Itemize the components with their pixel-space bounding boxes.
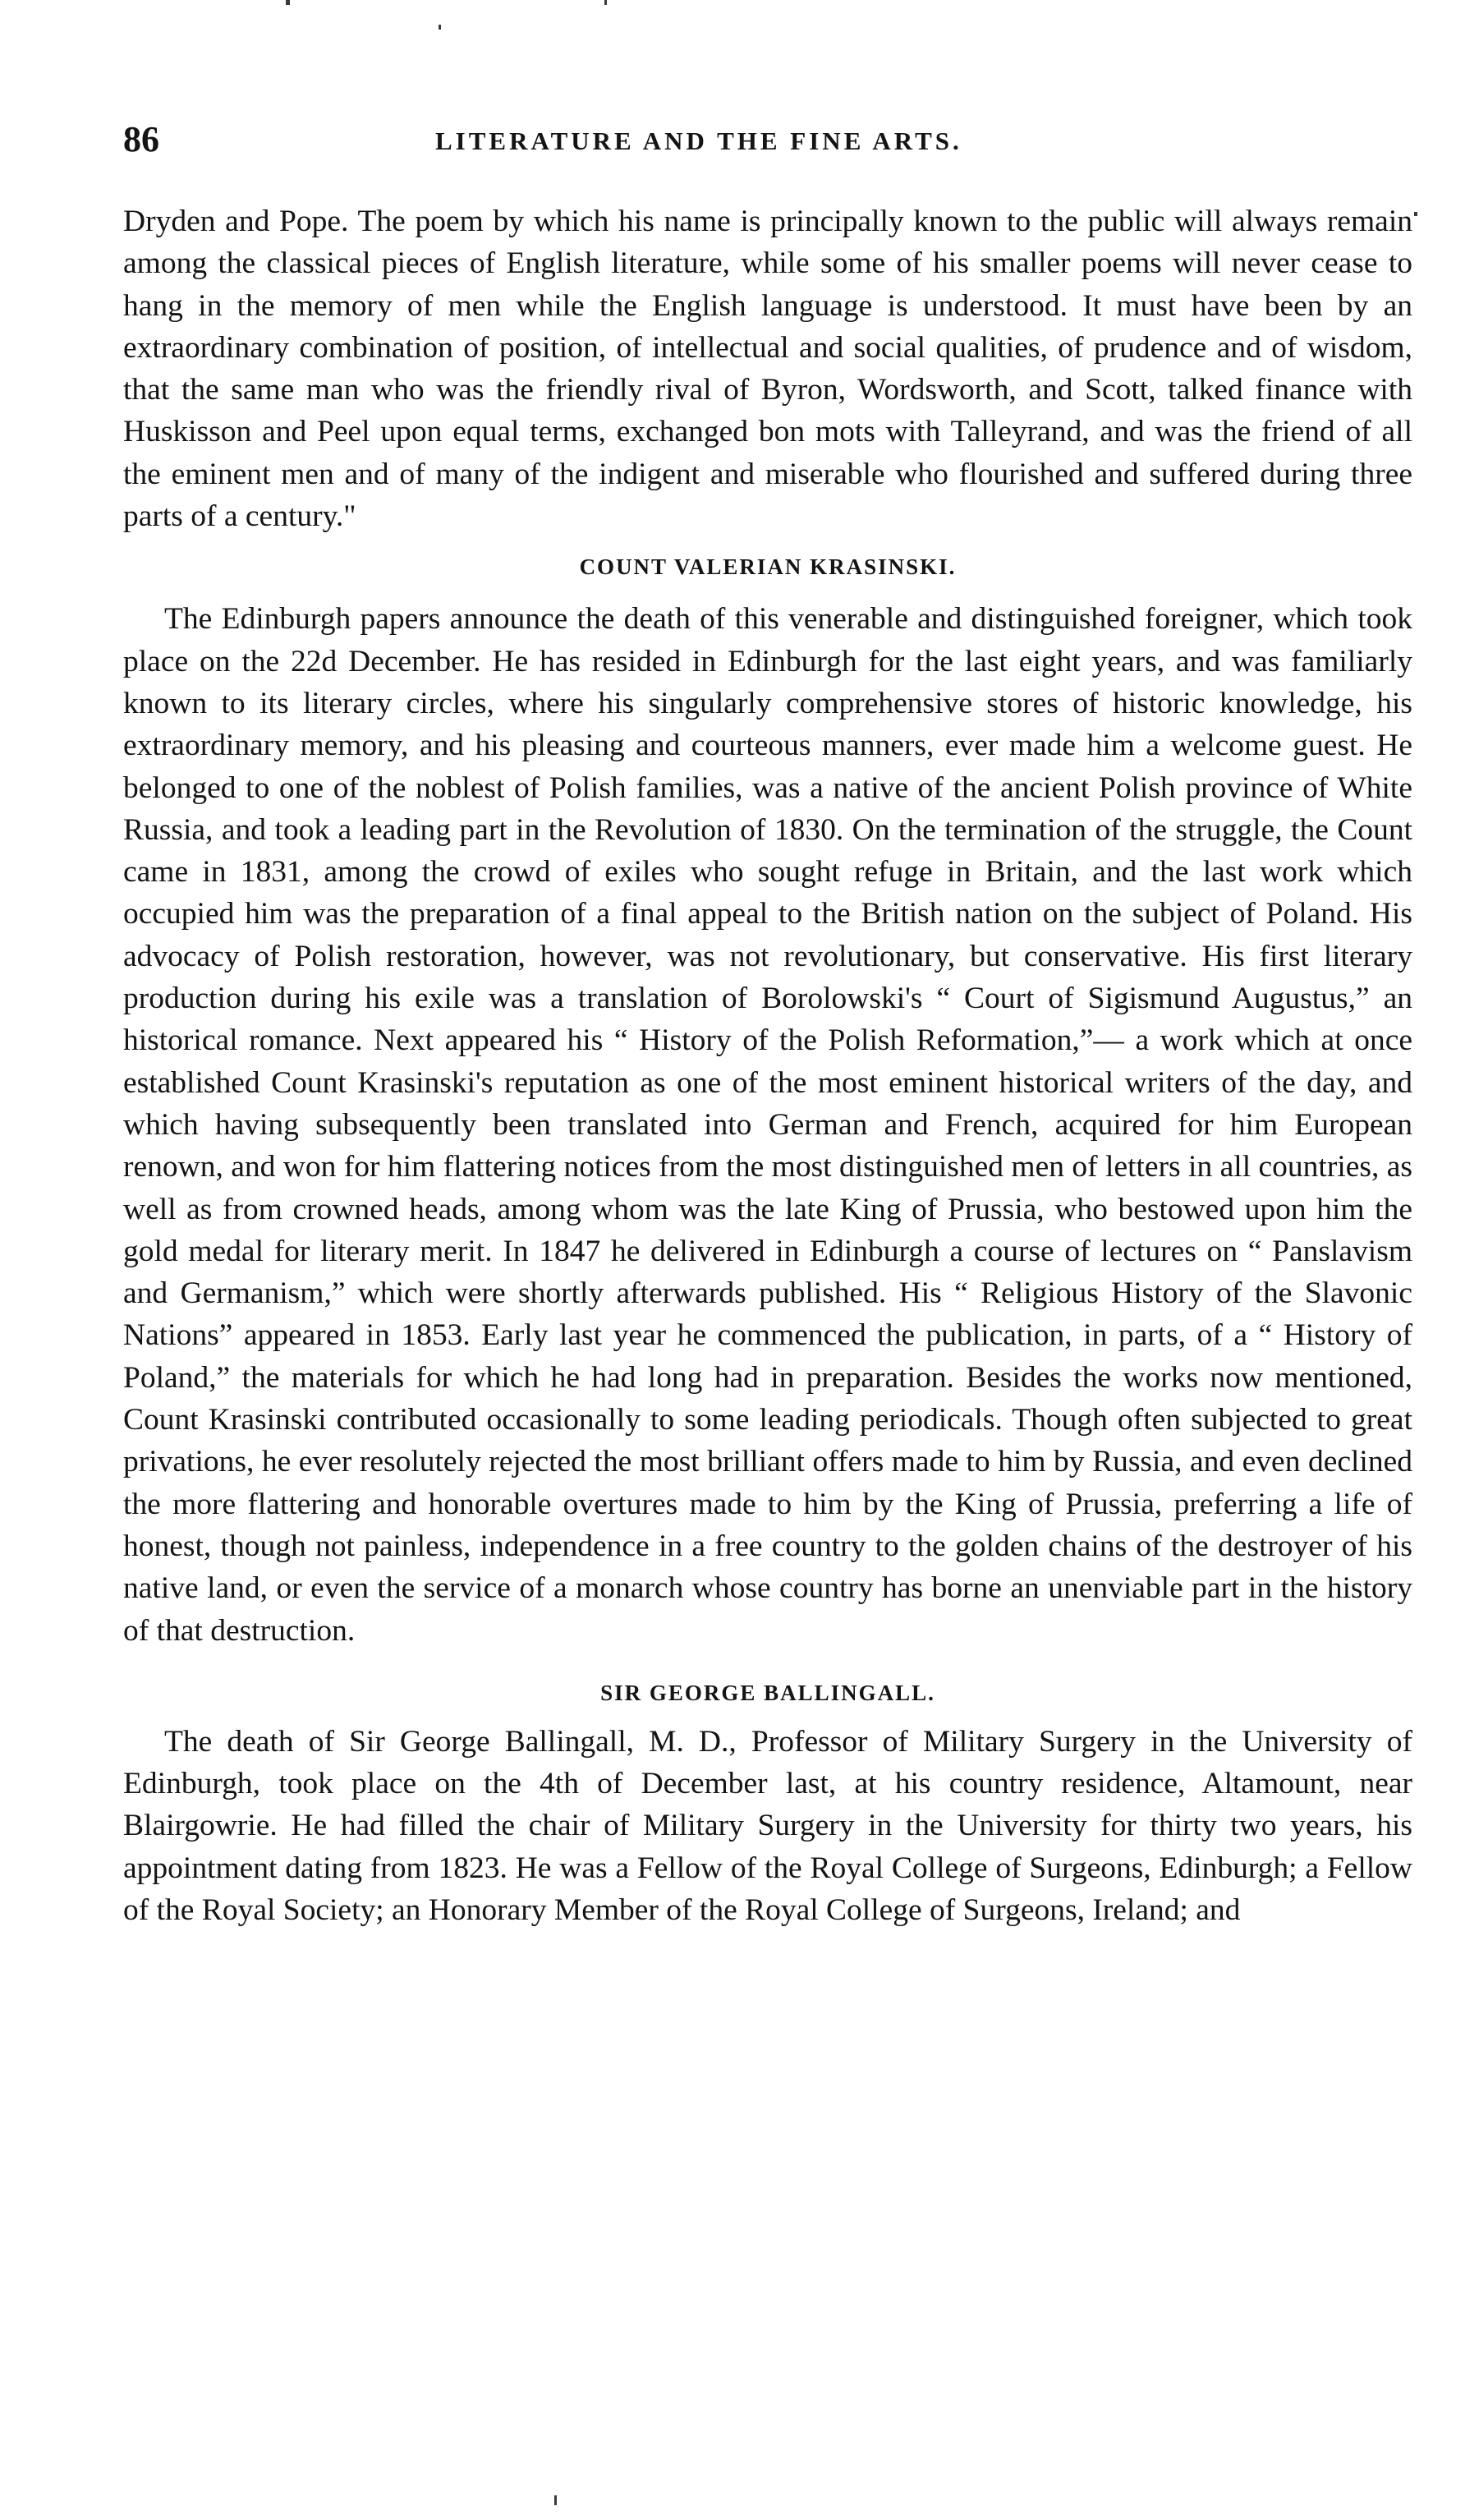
running-head xyxy=(123,115,1412,164)
book-page xyxy=(123,115,1412,1931)
paragraph-dryden-pope: Dryden and Pope. The poem by which his name is principally known to the public will always remain among the classical pieces of English literature, while some of his smaller poems will never cease to hang in the memory of men while the English language is understood. It must have been by an extraordinary combination of position, of intellectual and social qualities, of prudence and of wisdom, that the same man who was the friendly rival of Byron, Wordsworth, and Scott, talked finance with Huskisson and Peel upon equal terms, exchanged bon mots with Talleyrand, and was the friend of all the eminent men and of many of the indigent and miserable who flourished and suffered during three parts of a century." xyxy=(123,205,1412,534)
running-head-title: LITERATURE AND THE FINE ARTS. xyxy=(435,126,962,155)
bottom-edge-mark xyxy=(554,2495,557,2505)
margin-mark xyxy=(1414,212,1417,216)
top-edge-mark xyxy=(604,0,607,5)
top-edge-mark xyxy=(286,0,290,5)
section-heading-krasinski: COUNT VALERIAN KRASINSKI. xyxy=(579,554,957,580)
top-edge-mark xyxy=(439,25,441,30)
section-heading-ballingall: SIR GEORGE BALLINGALL. xyxy=(600,1680,935,1705)
paragraph-ballingall: The death of Sir George Ballingall, M. D., Professor of Military Surgery in the University of Edinburgh, took place on the 4th of December last, at his country residence, Altamount, near Blairgowrie. He had filled the chair of Military Surgery in the University for thirty two years, his appointment dating from 1823. He was a Fellow of the Royal College of Surgeons, Edinburgh; a Fellow of the Royal Society; an Honorary Member of the Royal College of Surgeons, Ireland; and xyxy=(123,1724,1412,1927)
paragraph-krasinski: The Edinburgh papers announce the death of this venerable and distinguished foreigner, which took place on the 22d December. He has resided in Edinburgh for the last eight years, and was familiarly known to its literary circles, where his singularly comprehensive stores of historic knowledge, his extraordinary memory, and his pleasing and courteous manners, ever made him a welcome guest. He belonged to one of the noblest of Polish families, was a native of the ancient Polish province of White Russia, and took a leading part in the Revolution of 1830. On the termination of the struggle, the Count came in 1831, among the crowd of exiles who sought refuge in Britain, and the last work which occupied him was the preparation of a final appeal to the British nation on the subject of Poland. His advocacy of Polish restoration, however, was not revolutionary, but conservative. His first literary production during his exile was a translation of Borolowski's “ Court of Sigismund Augustus,” an historical romance. Next appeared his “ History of the Polish Reformation,”— a work which at once established Count Krasinski's reputation as one of the most eminent historical writers of the day, and which having subsequently been translated into German and French, acquired for him European renown, and won for him flattering notices from the most distinguished men of letters in all countries, as well as from crowned heads, among whom was the late King of Prussia, who bestowed upon him the gold medal for literary merit. In 1847 he delivered in Edinburgh a course of lectures on “ Panslavism and Germanism,” which were shortly afterwards published. His “ Religious History of the Slavonic Nations” appeared in 1853. Early last year he commenced the publication, in parts, of a “ History of Poland,” the materials for which he had long had in preparation. Besides the works now mentioned, Count Krasinski contributed occasionally to some leading periodicals. Though often subjected to great privations, he ever resolutely rejected the most brilliant offers made to him by Russia, and even declined the more flattering and honorable overtures made to him by the King of Prussia, preferring a life of honest, though not painless, independence in a free country to the golden chains of the destroyer of his native land, or even the service of a monarch whose country has borne an unenviable part in the history of that destruction. xyxy=(123,602,1412,1648)
page-number: 86 xyxy=(123,119,159,159)
